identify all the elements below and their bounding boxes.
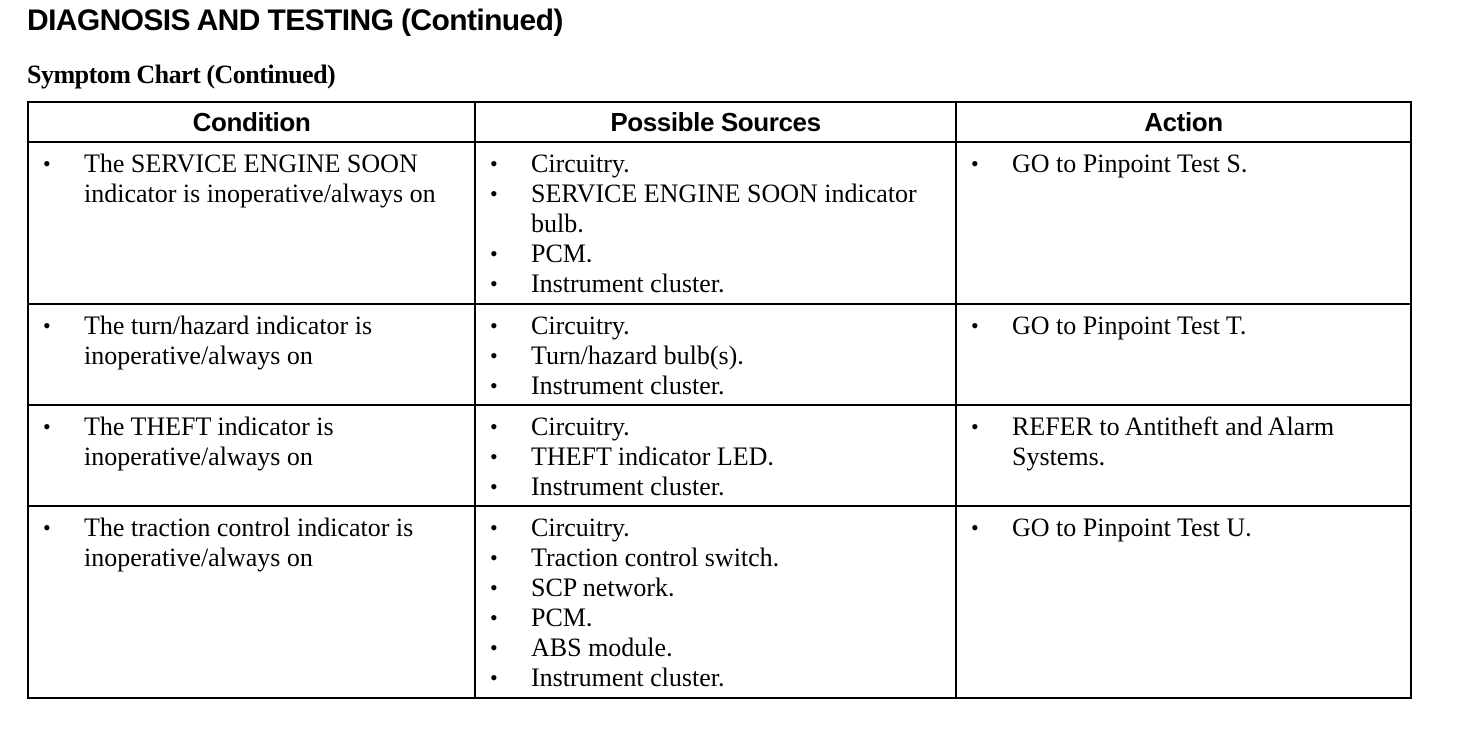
condition-item: • The SERVICE ENGINE SOON indicator is inoperative/always on [39,149,466,209]
page-heading: DIAGNOSIS AND TESTING (Continued) [27,4,563,37]
sources-list [486,149,947,299]
sources-list [486,311,947,401]
sources-list [486,412,947,502]
condition-list [39,311,466,371]
condition-item: • The traction control indicator is inoperative/always on [39,513,466,573]
source-item: • Turn/hazard bulb(s). [486,341,947,371]
condition-cell [28,506,475,698]
action-cell [956,304,1411,405]
chart-subheading: Symptom Chart (Continued) [27,60,336,89]
source-item: • Circuitry. [486,149,947,179]
source-item: • SERVICE ENGINE SOON indicator bulb. [486,179,947,239]
condition-item: • The THEFT indicator is inoperative/always on [39,412,466,472]
source-item: • Circuitry. [486,412,947,442]
action-list [967,513,1402,543]
action-item: • GO to Pinpoint Test T. [967,311,1402,341]
sources-cell [475,142,956,304]
sources-list [486,513,947,693]
source-item: • PCM. [486,239,947,269]
condition-list [39,149,466,209]
sources-cell [475,506,956,698]
condition-cell [28,304,475,405]
condition-column-header: Condition [28,102,475,142]
source-item: • PCM. [486,603,947,633]
action-item: • GO to Pinpoint Test U. [967,513,1402,543]
source-item: • SCP network. [486,573,947,603]
condition-list [39,513,466,573]
sources-cell [475,405,956,506]
condition-cell [28,405,475,506]
source-item: • THEFT indicator LED. [486,442,947,472]
action-cell [956,506,1411,698]
action-list [967,311,1402,341]
action-list [967,149,1402,179]
source-item: • Instrument cluster. [486,472,947,502]
sources-cell [475,304,956,405]
action-item: • GO to Pinpoint Test S. [967,149,1402,179]
action-cell [956,405,1411,506]
table-row [28,142,1411,304]
condition-item: • The turn/hazard indicator is inoperative/always on [39,311,466,371]
sources-column-header: Possible Sources [475,102,956,142]
table-row [28,304,1411,405]
source-item: • Instrument cluster. [486,269,947,299]
condition-cell [28,142,475,304]
table-row [28,405,1411,506]
table-header-row [28,102,1411,142]
source-item: • ABS module. [486,633,947,663]
action-column-header: Action [956,102,1411,142]
source-item: • Circuitry. [486,311,947,341]
symptom-chart-table [27,101,1412,699]
source-item: • Instrument cluster. [486,371,947,401]
table-row [28,506,1411,698]
source-item: • Circuitry. [486,513,947,543]
action-item: • REFER to Antitheft and Alarm Systems. [967,412,1402,472]
action-list [967,412,1402,472]
source-item: • Traction control switch. [486,543,947,573]
source-item: • Instrument cluster. [486,663,947,693]
action-cell [956,142,1411,304]
condition-list [39,412,466,472]
